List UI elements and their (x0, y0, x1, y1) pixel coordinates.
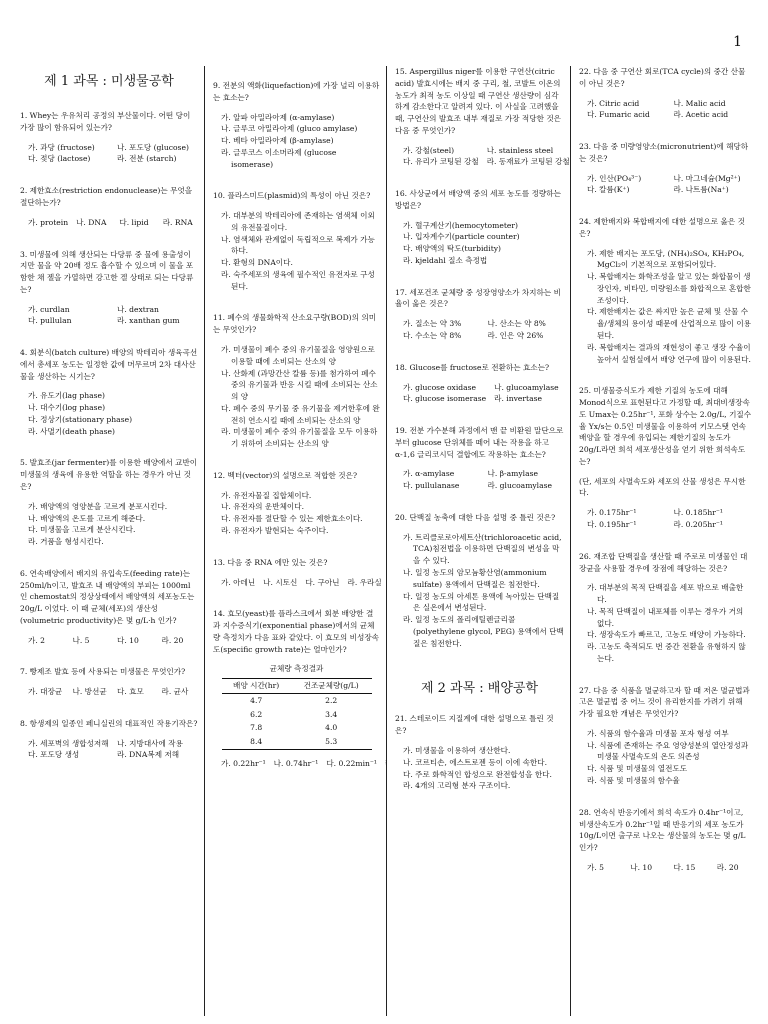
table-header: 배양 시간(hr) (222, 679, 291, 694)
answer-option: 나. 코르티손, 에스트로젠 등이 이에 속한다. (403, 757, 548, 767)
answer-option: 가. 알파 아밀라아제 (α-amylase) (221, 112, 335, 122)
table-row (222, 735, 372, 749)
question-spacer (213, 298, 380, 312)
question (579, 807, 752, 874)
answer-options (28, 304, 198, 328)
exam-columns (14, 66, 758, 1016)
table-header: 건조균체량(g/L) (291, 679, 372, 694)
answer-option: 다. 젖당 (lactose) (28, 154, 91, 164)
answer-option: 다. 환형의 DNA이다. (221, 258, 293, 268)
answer-option: 나. glucoamylase (494, 382, 559, 392)
table-cell: 7.8 (250, 723, 263, 733)
column-1 (14, 66, 204, 1016)
answer-option: 나. 산화제 (과망간산 칼륨 등)를 첨가하여 폐수 중의 유기물과 반응 시킬 때에 소비되는 산소의 양 (221, 368, 378, 402)
answer-option: 다. 유리가 코팅된 강철 (403, 157, 479, 167)
table-row (222, 693, 372, 707)
answer-option: 가. 0.22hr⁻¹ (221, 758, 266, 768)
question-spacer (395, 798, 564, 812)
answer-options (403, 745, 564, 792)
question-text: 14. 효모(yeast)를 플라스크에서 회분 배양한 결과 지수증식기(exponential phase)에서의 균체량 측정치가 다음 표와 같았다. 이 효모의 비성장속도(specific growth rate)는 얼마인가? (213, 609, 380, 654)
answer-option: 가. 대부분의 목적 단백질을 세포 밖으로 배출한다. (587, 583, 744, 605)
answer-option: 다. 제한배지는 값은 싸지만 높은 균체 및 산물 수율/생체의 용이성 때문에 산업적으로 많이 이용된다. (587, 307, 752, 341)
question-text: 23. 다음 중 미량영양소(micronutrient)에 해당하는 것은? (579, 142, 749, 163)
question (579, 385, 752, 530)
answer-option: 가. 대장균 (28, 687, 63, 697)
answer-option: 가. 0.175hr⁻¹ (587, 508, 637, 518)
question-text: 22. 다음 중 구연산 회로(TCA cycle)의 중간 산물이 아닌 것은? (579, 67, 746, 88)
answer-option: 나. 0.74hr⁻¹ (273, 758, 319, 768)
answer-options (587, 728, 752, 787)
question-spacer (213, 176, 380, 190)
subject-heading: 제 2 과목 : 배양공학 (420, 681, 539, 697)
table-cell: 4.7 (250, 695, 263, 705)
answer-options (28, 635, 198, 647)
answer-option: 다. 폐수 중의 무기물 중 유기물을 제거한후에 완전히 연소시킬 때에 소비되는 산소의 양 (221, 403, 380, 425)
question-spacer (213, 770, 380, 784)
question-spacer (579, 880, 752, 894)
column-top-spacer (213, 66, 380, 80)
answer-option: 가. 유도기(lag phase) (28, 391, 105, 401)
question (395, 362, 564, 405)
question-spacer (395, 411, 564, 425)
table-cell: 3.4 (325, 709, 338, 719)
answer-option: 라. kjeldahl 질소 측정법 (403, 255, 488, 265)
answer-option: 나. 시토신 (263, 577, 298, 587)
question-text: 25. 미생물증식도가 제한 기질의 농도에 대해 Monod식으로 표현된다고 가정할 때, 최대비생장속도 Umax는 0.25hr⁻¹, 포화 상수는 2.0g/L, 기질수율 Yx/s는 0.5인 미생물을 이용하여 키모스탯 연속배양을 할 경우에 유입되는 제한기질의 농도가 20g/L라면 희석 세포생산성을 얻기 위한 희석속도는? (579, 386, 752, 466)
answer-option: 라. RNA (162, 217, 193, 227)
answer-option: 가. 혈구계산기(hemocytometer) (403, 220, 518, 230)
answer-options (221, 490, 380, 537)
answer-option: 나. 0.185hr⁻¹ (673, 508, 723, 518)
answer-options (28, 142, 198, 166)
answer-option: 라. 균사 (161, 687, 189, 697)
question (395, 287, 564, 342)
table-row (222, 708, 372, 722)
answer-option: 나. 산소는 약 8% (487, 319, 546, 329)
answer-option: 나. 지방대사에 작용 (117, 738, 183, 748)
answer-option: 가. 5 (587, 862, 604, 872)
answer-option: 나. β-amylase (487, 469, 538, 479)
question-spacer (579, 671, 752, 685)
answer-option: 가. 제한 배지는 포도당, (NH₄)₂SO₄, KH₂PO₄, MgCl₂이 기본적으로 포함되어있다. (587, 248, 745, 270)
question-text: 12. 벡터(vector)의 설명으로 적합한 것은? (213, 470, 358, 480)
question-spacer (579, 202, 752, 216)
answer-option: 다. 0.22min⁻¹ (326, 758, 377, 768)
answer-option: 가. glucose oxidase (403, 382, 477, 392)
question-spacer (20, 171, 198, 185)
answer-option: 가. 배양액의 영양분을 고르게 분포시킨다. (28, 501, 168, 511)
answer-options (587, 248, 752, 366)
page-number: 1 (733, 34, 742, 50)
question (20, 666, 198, 698)
answer-option: 다. 유전자를 절단할 수 있는 제한효소이다. (221, 514, 363, 524)
answer-option: 라. glucoamylase (487, 481, 553, 491)
question-text: 6. 연속배양에서 배지의 유입속도(feeding rate)는 250ml/h이고, 발효조 내 배양액의 부피는 1000ml 인 chemostat의 정상상태에서 배양액의 세포농도는 20g/L 이었다. 이 때 균체(세포)의 생산성 (volumetric productivity)은 몇 g/L·h 인가? (20, 568, 195, 625)
question-text: 5. 발효조(jar fermenter)를 이용한 배양에서 교반이 미생물의 생육에 유용한 역할을 하는 경우가 아닌 것은? (20, 458, 198, 491)
question-spacer (20, 554, 198, 568)
growth-data-table (222, 663, 372, 750)
answer-option: 라. 고농도 축적되도 번 중간 전환을 유형하지 않는다. (587, 642, 746, 663)
question-spacer (20, 704, 198, 718)
question-text: 17. 세포건조 균체량 중 성장영양소가 차지하는 비율이 옳은 것은? (395, 287, 561, 309)
question-spacer (213, 543, 380, 557)
answer-option: 라. xanthan gum (117, 316, 180, 326)
answer-option: 가. 미생물이 폐수 중의 유기물질을 영양원으로 이용할 때에 소비되는 산소의 양 (221, 345, 375, 366)
answer-option: 다. 15 (673, 862, 696, 872)
answer-option: 다. 수소는 약 8% (403, 331, 462, 341)
answer-option: 라. 0.205hr⁻¹ (673, 519, 723, 529)
answer-options (221, 210, 380, 292)
question-spacer (395, 498, 564, 512)
question-text: 20. 단백질 농축에 대한 다음 설명 중 틀린 것은? (395, 512, 556, 522)
question-text: 28. 연속식 반응기에서 희석 속도가 0.4hr⁻¹이고, 비생산속도가 0.2hr⁻¹일 때 반응기의 세포 농도가 10g/L이면 출구로 나오는 생산물의 농도는 몇 g/L인가? (579, 807, 746, 853)
question-text: 16. 사상균에서 배양액 중의 세포 농도를 정량하는 방법은? (395, 189, 561, 210)
answer-option: 가. 질소는 약 3% (403, 319, 462, 329)
answer-option: 라. Acetic acid (673, 110, 729, 120)
question-spacer (20, 235, 198, 249)
answer-option: 다. 배양액의 탁도(turbidity) (403, 244, 502, 254)
answer-option: 다. 10 (117, 635, 139, 645)
answer-option: 라. 동재료가 코팅된 강철 (486, 157, 570, 167)
question (579, 66, 752, 121)
question-text: 3. 미생물에 의해 생산되는 다당류 중 물에 용출성이지만 물을 약 20배 정도 흡수할 수 있으며 이 물을 포함한 채 젤을 가열하면 강고한 겔 상태로 되는 다당류는? (20, 249, 194, 294)
answer-option: 다. 구아닌 (305, 577, 340, 587)
question-spacer (20, 443, 198, 457)
answer-option: 나. 글루코 아밀라아제 (gluco amylase) (221, 124, 358, 134)
question-spacer (395, 273, 564, 287)
answer-option: 나. 마그네슘(Mg²⁺) (673, 173, 741, 183)
question-text: 27. 다음 중 식품을 멸균하고자 할 때 저온 멸균법과 고온 멸균법 중 어느 것이 유리한지를 가려기 위해 가장 필요한 개념은 무엇인가? (579, 685, 750, 719)
question-text: 11. 폐수의 생물화학적 산소요구량(BOD)의 의미는 무엇인가? (213, 313, 377, 335)
answer-options (28, 390, 198, 437)
answer-option: 라. 유전자가 발현되는 숙주이다. (221, 525, 329, 535)
question-text: 24. 제한배지와 복합배지에 대한 설명으로 옳은 것은? (579, 217, 745, 238)
answer-option: 나. 식품에 존재하는 주요 영양성분의 열안정성과 미생물 사멸속도의 온도 의존성 (587, 740, 749, 762)
answer-option: 나. 대수기(log phase) (28, 403, 106, 413)
answer-option: 가. 유전자물질 집합체이다. (221, 490, 312, 500)
answer-options (28, 501, 198, 548)
answer-option: 다. 포도당 생성 (28, 750, 80, 760)
answer-option: 라. DNA복제 저해 (117, 750, 180, 760)
answer-option: 다. Fumaric acid (587, 110, 650, 120)
answer-option: 다. 칼륨(K⁺) (587, 185, 630, 195)
answer-option: 가. 강철(steel) (403, 145, 455, 155)
answer-option: 나. 일정 농도의 암모늄황산염(ammonium sulfate) 용액에서 단백질은 침전한다. (403, 567, 547, 589)
answer-option: 라. 복합배지는 결과의 재현성이 좋고 생장 수율이 높아서 실험실에서 배양 연구에 많이 이용된다. (587, 342, 751, 364)
question (395, 188, 564, 267)
answer-option: 가. 인산(PO₄³⁻) (587, 173, 642, 183)
question-text: 1. Whey는 우유처리 공정의 부산물이다. 어떤 당이 가장 많이 함유되어 있는가? (20, 111, 191, 132)
question (579, 216, 752, 365)
question-text: 9. 전분의 액화(liquefaction)에 가장 널리 이용하는 효소는? (213, 81, 380, 102)
question (395, 713, 564, 792)
answer-option: 라. 식품 및 미생물의 함수율 (587, 775, 680, 785)
answer-option: 라. 글루코스 이소머라제 (glucose isomerase) (221, 147, 337, 169)
answer-option: 가. 아데닌 (221, 577, 256, 587)
question-text: 15. Aspergillus niger를 이용한 구연산(citric acid) 발효시에는 배지 중 구리, 철, 코발트 이온의 농도가 최적 농도 이상일 때 구연산 생산량이 심각하게 감소한다고 알려져 있다. 이 사실을 고려했을 때, 구연산의 발효조 내부 재질로 가장 적당한 것은 다음 중 무엇인가? (395, 67, 562, 135)
answer-option: 다. 일정 농도의 아세톤 용액에 녹아있는 단백질은 실온에서 변성된다. (403, 591, 560, 613)
question (395, 425, 564, 492)
question (579, 551, 752, 665)
answer-option: 나. 복합배지는 화학조성을 알고 있는 화합물이 생장인자, 비타민, 미량원소를 화합적으로 혼합한 조성이다. (587, 272, 751, 305)
answer-options (221, 112, 380, 171)
column-2 (204, 66, 386, 1016)
question-text: 13. 다음 중 RNA 에만 있는 것은? (213, 557, 328, 567)
table-cell: 2.2 (325, 695, 338, 705)
answer-option: 라. 거품을 형성시킨다. (28, 537, 104, 547)
table-row (222, 721, 372, 735)
answer-option: 가. 과당 (fructose) (28, 142, 95, 152)
question (579, 141, 752, 196)
question-spacer (20, 333, 198, 347)
answer-option: 라. 나트륨(Na⁺) (673, 185, 729, 195)
answer-options (587, 507, 752, 531)
question-spacer (395, 655, 564, 669)
answer-options (403, 468, 564, 492)
question-spacer (213, 456, 380, 470)
answer-options (403, 220, 564, 267)
answer-option: 가. 세포벽의 생합성저해 (28, 738, 109, 748)
table-cell: 6.2 (250, 709, 263, 719)
answer-option: 나. dextran (117, 304, 159, 314)
answer-option: 가. 식품의 함수율과 미생물 포자 형성 여부 (587, 728, 729, 738)
answer-option: 라. 우라실 (347, 577, 382, 587)
answer-option: 나. 유전자의 운반체이다. (221, 502, 305, 512)
answer-option: 라. 전분 (starch) (117, 154, 177, 164)
answer-option: 라. 4개의 고리형 분자 구조이다. (403, 781, 511, 791)
answer-option: 나. 방선균 (72, 687, 107, 697)
question (20, 568, 198, 647)
answer-option: 가. 2 (28, 635, 45, 645)
answer-options (28, 217, 198, 229)
answer-option: 가. Citric acid (587, 98, 640, 108)
question-spacer (579, 371, 752, 385)
question-text: 18. Glucose를 fructose로 전환하는 효소는? (395, 362, 550, 372)
question-spacer (20, 652, 198, 666)
answer-option: 나. stainless steel (486, 145, 554, 155)
question-text: 26. 재조합 단백질을 생산할 때 주로로 미생물인 대장균을 사용할 경우에 장점에 해당하는 것은? (579, 551, 748, 573)
question-text: 10. 플라스미드(plasmid)의 특성이 아닌 것은? (213, 191, 371, 201)
answer-option: 다. 0.195hr⁻¹ (587, 519, 637, 529)
question-spacer (20, 767, 198, 781)
answer-options (221, 577, 380, 589)
answer-option: 다. 식품 및 미생물의 열전도도 (587, 764, 688, 774)
answer-option: 나. 염색체와 관계없이 독립적으로 복제가 가능하다. (221, 234, 375, 256)
question (213, 608, 380, 655)
answer-option: 나. 입자계수기(particle counter) (403, 232, 520, 242)
column-3 (386, 66, 570, 1016)
question-spacer (579, 537, 752, 551)
table-cell: 5.3 (291, 735, 372, 749)
question (213, 190, 380, 292)
answer-options (28, 686, 198, 698)
question (213, 312, 380, 449)
answer-option: 다. 주로 화학적인 합성으로 완전합성을 한다. (403, 769, 552, 779)
table-cell: 4.0 (325, 723, 338, 733)
answer-option: 라. 일정 농도의 폴리에틸렌글리콜(polyethylene glycol, PEG) 용액에서 단백질은 침전한다. (403, 615, 564, 648)
question (20, 249, 198, 328)
question (579, 685, 752, 787)
answer-options (403, 382, 564, 406)
answer-option: 다. 효모 (117, 687, 144, 697)
answer-option: 나. 10 (630, 862, 653, 872)
question (213, 80, 380, 170)
answer-option: 나. DNA (76, 217, 107, 227)
question-spacer (579, 127, 752, 141)
question (395, 66, 570, 168)
answer-option: 가. protein (28, 217, 69, 227)
answer-option: 다. pullulan (28, 316, 72, 326)
question (395, 512, 564, 649)
answer-options (403, 532, 564, 650)
answer-option: 가. 트리클로로아세트산(trichloroacetic acid, TCA)침전법을 이용하면 단백질의 변성을 막을 수 있다. (403, 532, 562, 566)
answer-option: 다. 베타 아밀라아제 (β-amylase) (221, 136, 334, 146)
question-text: 2. 제한효소(restriction endonuclease)는 무엇을 절단하는가? (20, 186, 193, 207)
answer-option: 가. 대부분의 박테리아에 존재하는 염색체 이외의 유전물질이다. (221, 211, 375, 232)
table-caption: 균체량 측정결과 (269, 664, 324, 674)
answer-option: 라. 인은 약 26% (487, 331, 544, 341)
question-spacer (395, 174, 564, 188)
question-spacer (579, 793, 752, 807)
question-text: 19. 전분 가수분해 과정에서 맨 끝 비환원 말단으로부터 glucose 단위체를 떼어 내는 작용을 하고 α-1,6 글리코시딕 결합에도 작용하는 효소는? (395, 426, 564, 459)
answer-option: 다. 생장속도가 빠르고, 고농도 배양이 가능하다. (587, 630, 746, 640)
subject-heading: 제 1 과목 : 미생물공학 (44, 74, 174, 89)
answer-option: 나. 배양액의 온도를 고르게 해준다. (28, 513, 146, 523)
answer-options (403, 145, 570, 169)
table-cell: 8.4 (222, 735, 291, 749)
answer-option: 라. 20 (161, 635, 184, 645)
question (20, 110, 198, 165)
answer-options (587, 582, 752, 664)
answer-options (587, 862, 752, 874)
question (20, 718, 198, 761)
answer-option: 다. pullulanase (403, 481, 460, 491)
question (213, 470, 380, 537)
answer-option: 가. 미생물을 이용하여 생산한다. (403, 746, 511, 755)
answer-options (587, 98, 752, 122)
answer-options (221, 344, 380, 450)
answer-option: 다. 미생물을 고르게 분산시킨다. (28, 525, 136, 535)
answer-option: 라. invertase (494, 394, 542, 404)
question (20, 347, 198, 437)
question-note: (단, 세포의 사멸속도와 세포의 산물 생성은 무시한다. (579, 476, 746, 498)
answer-option: 다. glucose isomerase (403, 394, 487, 404)
question-text: 7. 빵제조 발효 등에 사용되는 미생물은 무엇인가? (20, 667, 186, 677)
answer-option: 라. 미생물이 폐수 중의 유기물질을 모두 이용하기 위하여 소비되는 산소의 양 (221, 427, 378, 449)
answer-option: 나. Malic acid (673, 98, 726, 108)
answer-option: 다. lipid (119, 217, 149, 227)
answer-option: 라. 20 (716, 862, 739, 872)
question-text: 21. 스테로이드 지질계에 대한 설명으로 틀린 것은? (395, 714, 554, 736)
question (213, 557, 380, 589)
answer-option: 나. 목적 단백질이 내포체를 이루는 경우가 거의 없다. (587, 606, 744, 628)
answer-option: 라. 숙주세포의 생육에 필수적인 유전자로 구성된다. (221, 269, 375, 291)
question-spacer (213, 594, 380, 608)
answer-option: 나. 포도당 (glucose) (117, 142, 189, 152)
question-spacer (395, 348, 564, 362)
question-text: 4. 회분식(batch culture) 배양의 박테리아 생육곡선에서 총세포 농도는 일정한 값에 머무르며 2차 대사산물을 생산하는 시기는? (20, 348, 198, 381)
answer-option: 라. 사멸기(death phase) (28, 426, 116, 436)
answer-options (403, 318, 564, 342)
question-text: 8. 항생제의 일종인 페니실린의 대표적인 작용기작은? (20, 718, 198, 728)
question (20, 185, 198, 228)
answer-option: 다. 정상기(stationary phase) (28, 414, 133, 424)
answer-options (28, 738, 198, 762)
answer-option: 가. α-amylase (403, 469, 455, 479)
answer-option: 나. 5 (72, 635, 90, 645)
answer-options (221, 758, 380, 770)
answer-option: 가. curdlan (28, 304, 70, 314)
answer-options (587, 173, 752, 197)
column-4 (570, 66, 758, 1016)
question (20, 457, 198, 547)
